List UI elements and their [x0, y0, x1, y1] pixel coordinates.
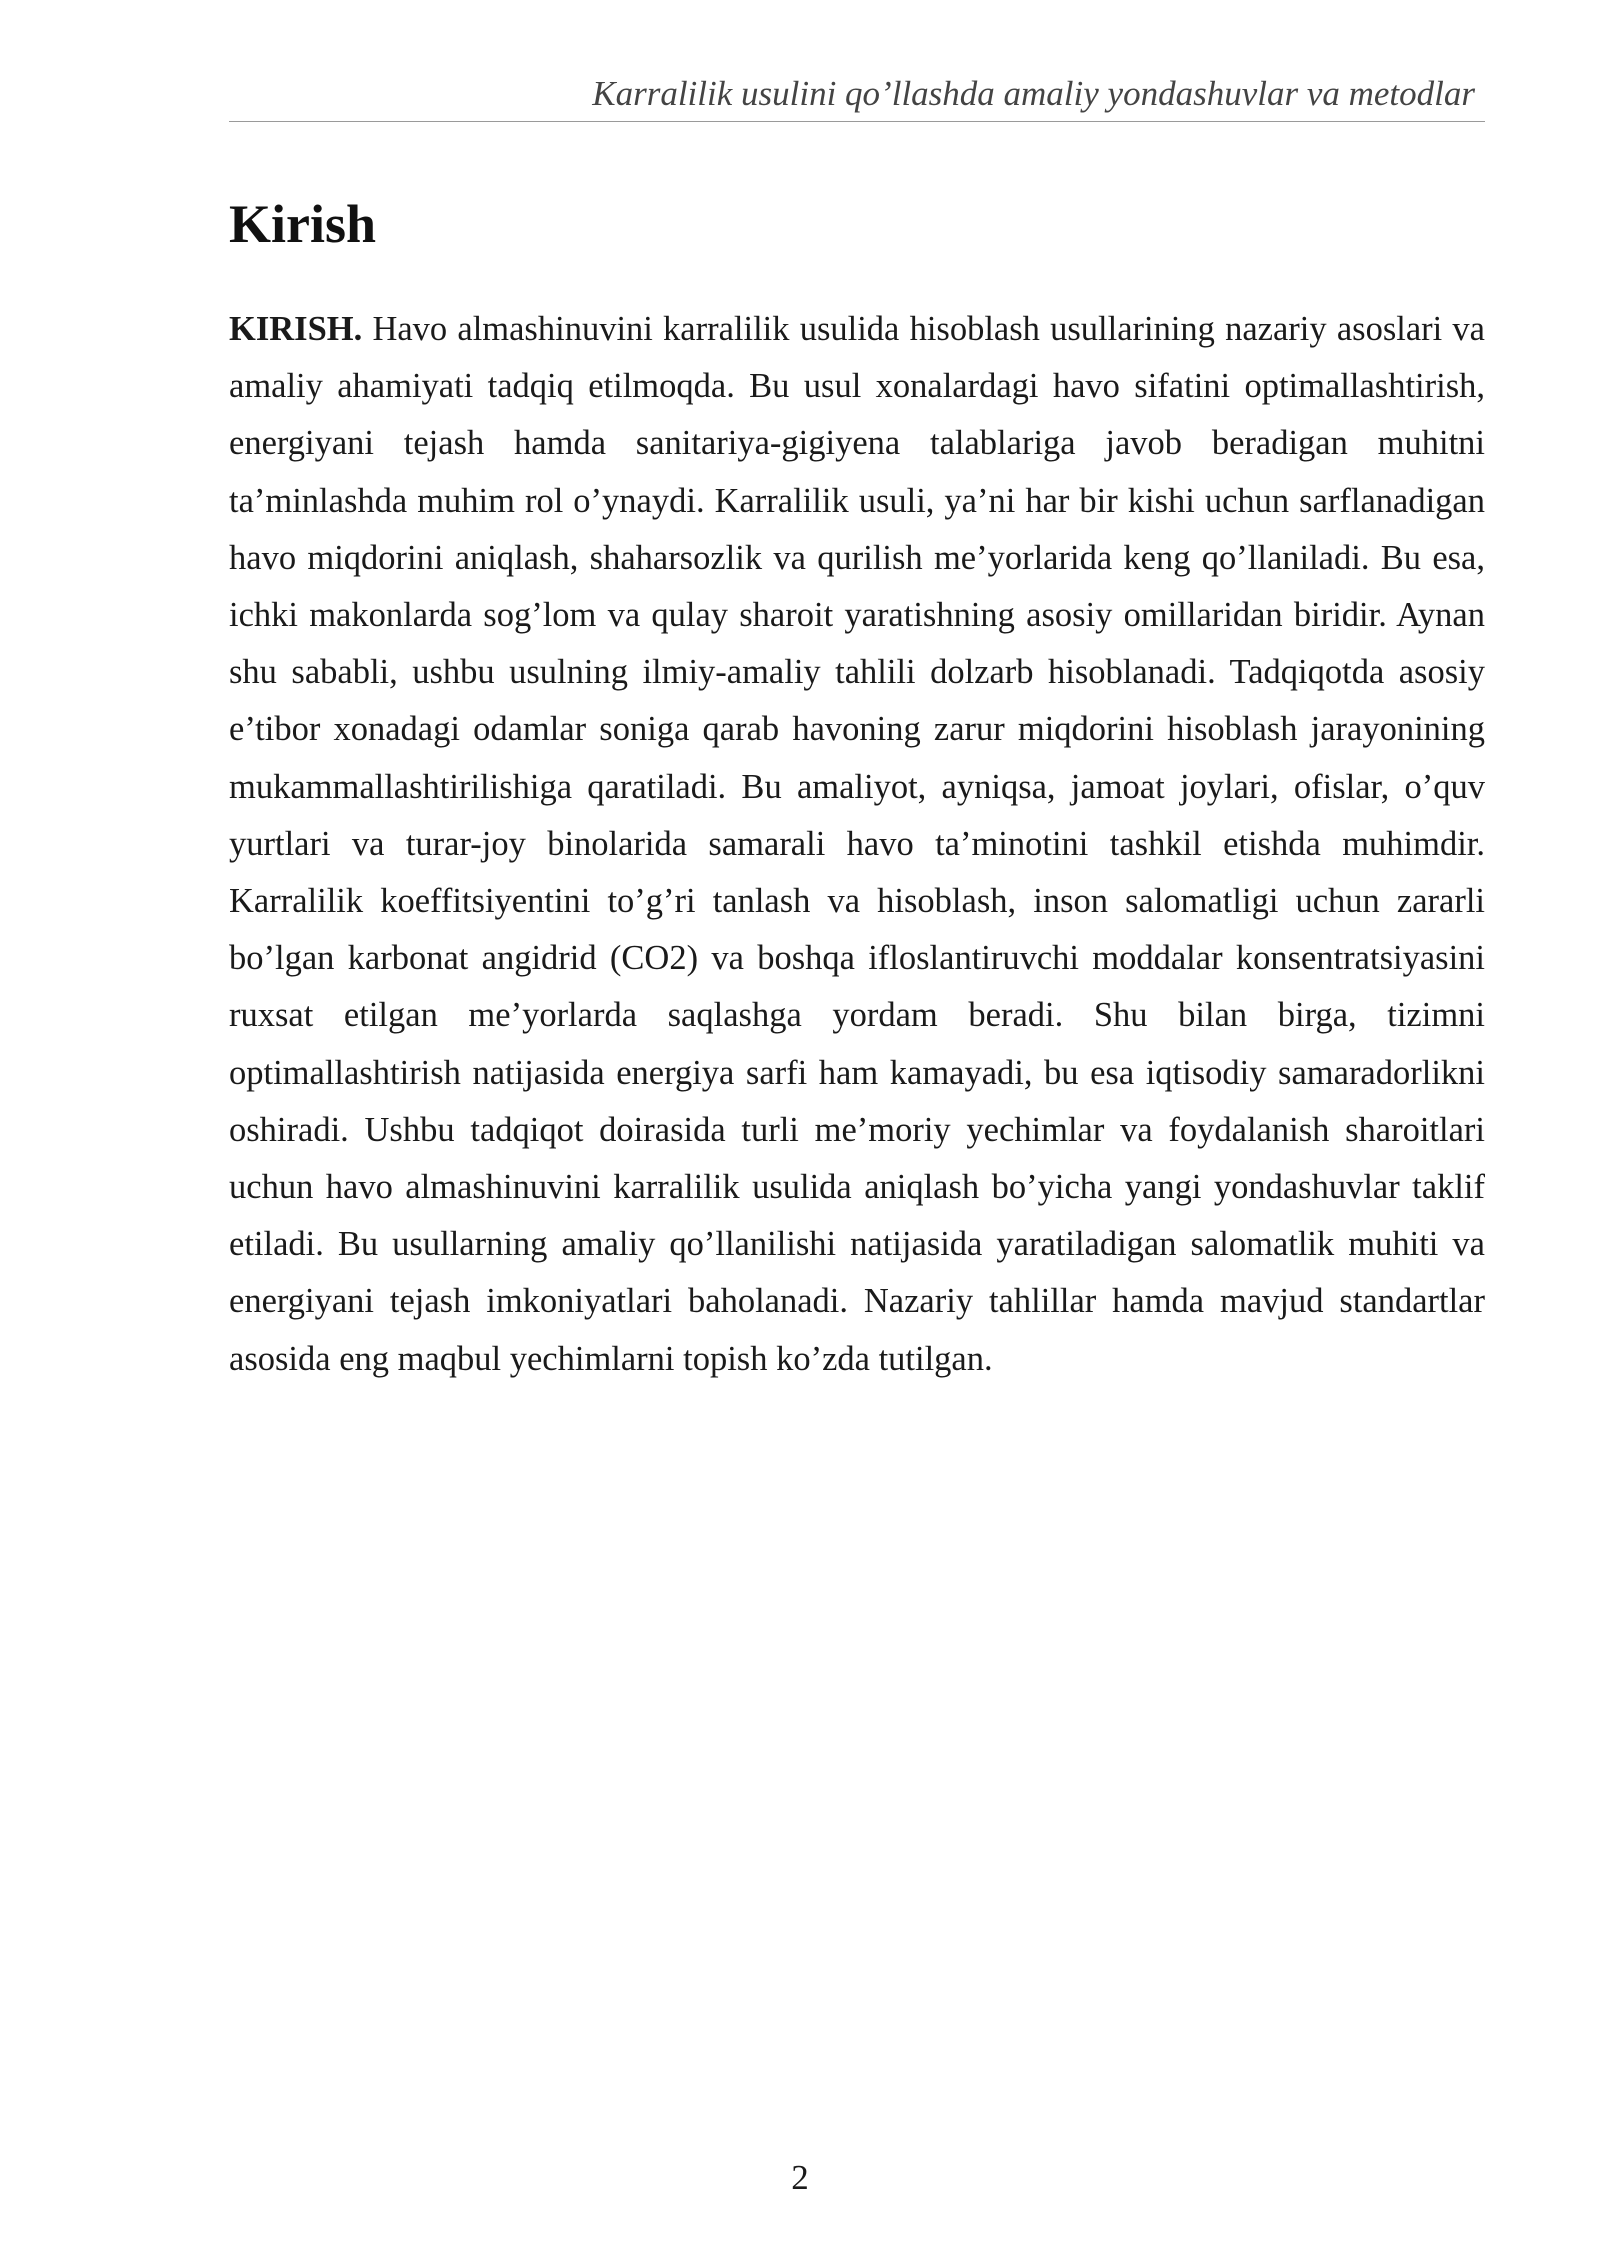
running-header: [229, 70, 1485, 122]
paragraph-text: Havo almashinuvini karralilik usulida hisoblash usullarining nazariy asoslari va amaliy ahamiyati tadqiq etilmoqda. Bu usul xonalardagi havo sifatini optimallashtirish, energiyani tejash hamda sanitariya-gigiyena talablariga javob beradigan muhitni ta’minlashda muhim rol o’ynaydi. Karralilik usuli, ya’ni har bir kishi uchun sarflanadigan havo miqdorini aniqlash, shaharsozlik va qurilish me’yorlarida keng qo’llaniladi. Bu esa, ichki makonlarda sog’lom va qulay sharoit yaratishning asosiy omillaridan biridir. Aynan shu sababli, ushbu usulning ilmiy-amaliy tahlili dolzarb hisoblanadi. Tadqiqotda asosiy e’tibor xonadagi odamlar soniga qarab havoning zarur miqdorini hisoblash jarayonining mukammallashtirilishiga qaratiladi. Bu amaliyot, ayniqsa, jamoat joylari, ofislar, o’quv yurtlari va turar-joy binolarida samarali havo ta’minotini tashkil etishda muhimdir. Karralilik koeffitsiyentini to’g’ri tanlash va hisoblash, inson salomatligi uchun zararli bo’lgan karbonat angidrid (CO2) va boshqa ifloslantiruvchi moddalar konsentratsiyasini ruxsat etilgan me’yorlarda saqlashga yordam beradi. Shu bilan birga, tizimni optimallashtirish natijasida energiya sarfi ham kamayadi, bu esa iqtisodiy samaradorlikni oshiradi. Ushbu tadqiqot doirasida turli me’moriy yechimlar va foydalanish sharoitlari uchun havo almashinuvini karralilik usulida aniqlash bo’yicha yangi yondashuvlar taklif etiladi. Bu usullarning amaliy qo’llanilishi natijasida yaratiladigan salomatlik muhiti va energiyani tejash imkoniyatlari baholanadi. Nazariy tahlillar hamda mavjud standartlar asosida eng maqbul yechimlarni topish ko’zda tutilgan.: [229, 310, 1485, 1378]
paragraph-lead: KIRISH.: [229, 310, 363, 348]
body-paragraph: [229, 301, 1485, 1388]
running-header-title: Karralilik usulini qo’llashda amaliy yondashuvlar va metodlar: [592, 74, 1475, 113]
page-number: 2: [791, 2158, 809, 2197]
section-title: Kirish: [229, 194, 377, 254]
